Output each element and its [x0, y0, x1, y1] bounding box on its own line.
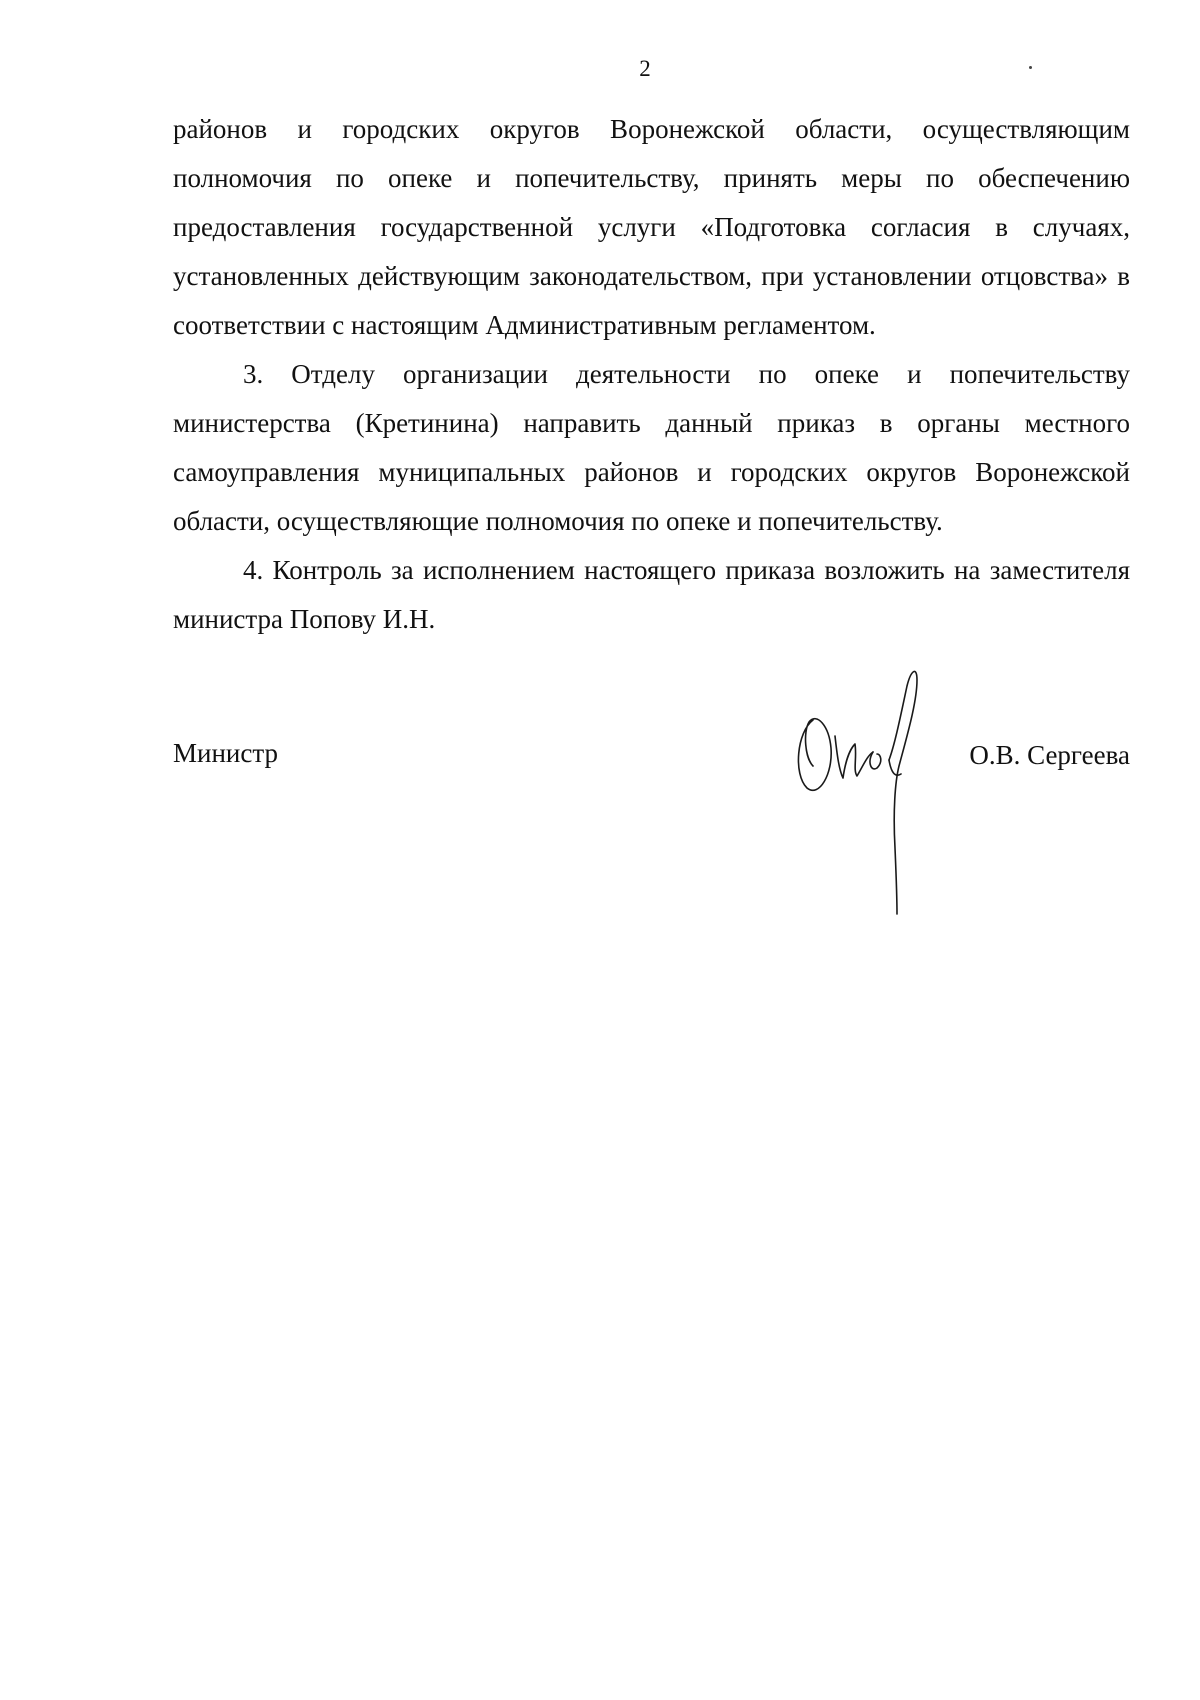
scan-speck: [1029, 66, 1032, 69]
document-body: [173, 105, 1130, 644]
paragraph-item-3: 3. Отделу организации деятельности по опеке и попечительству министерства (Кретинина) направить данный приказ в органы местного самоуправления муниципальных районов и городских округов Воронежской области, осуществляющие полномочия по опеке и попечительству.: [173, 359, 1130, 536]
signature-block: [173, 662, 1130, 932]
paragraph-continuation: районов и городских округов Воронежской области, осуществляющим полномочия по опеке и попечительству, принять меры по обеспечению предоставления государственной услуги «Подготовка согласия в случаях, установленных действующим законодательством, при установлении отцовства» в соответствии с настоящим Административным регламентом.: [173, 114, 1130, 340]
handwritten-signature-icon: [791, 662, 941, 922]
signer-name: О.В. Сергеева: [969, 740, 1130, 770]
page-number: 2: [639, 56, 651, 81]
paragraph-item-4: 4. Контроль за исполнением настоящего приказа возложить на заместителя министра Попову И.Н.: [173, 555, 1130, 634]
signatory-position: Министр: [173, 738, 278, 768]
